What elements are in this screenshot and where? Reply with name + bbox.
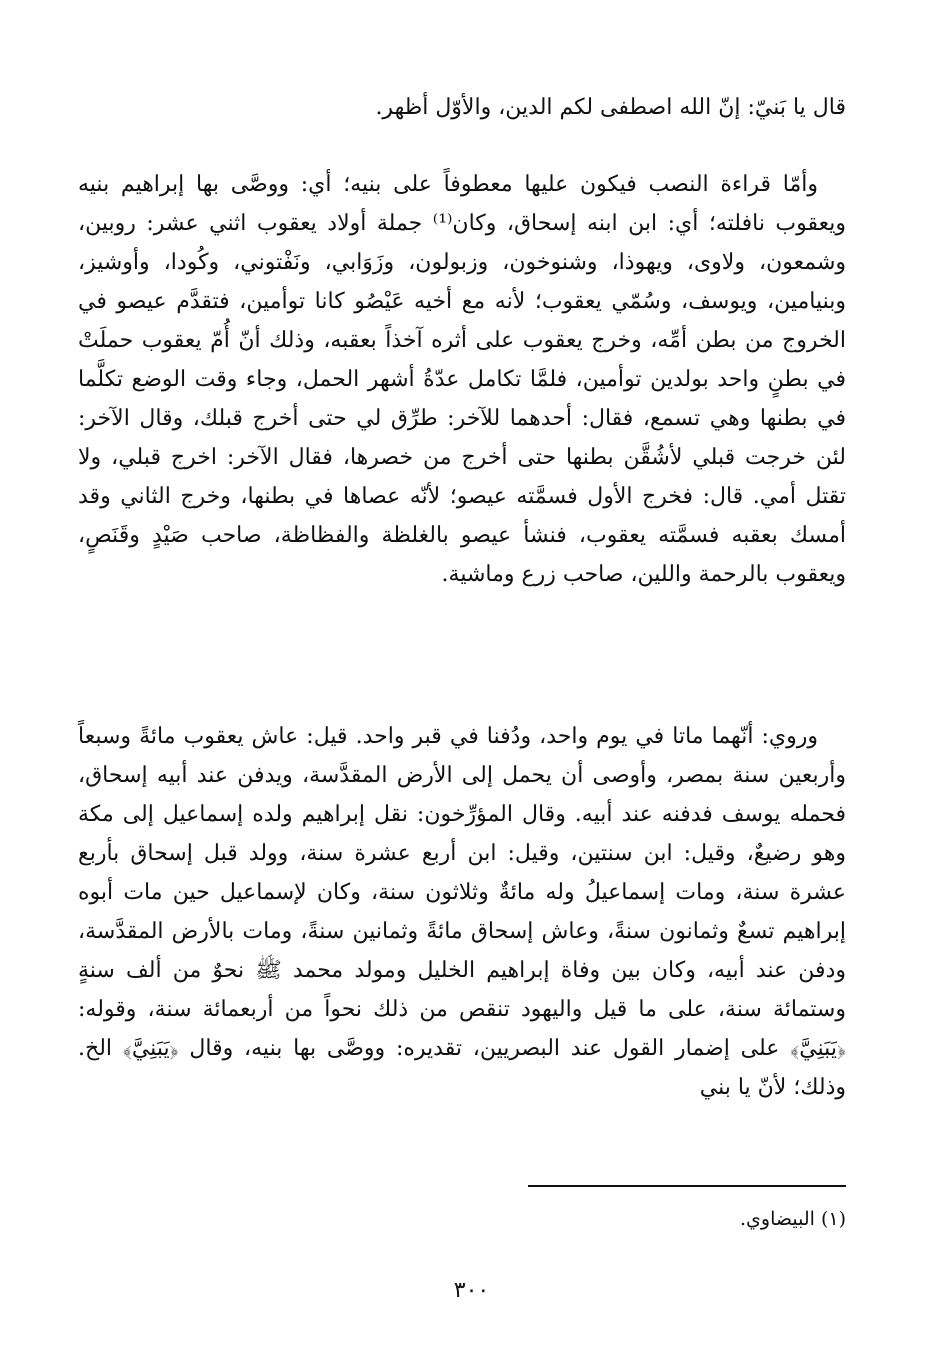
body-paragraph-3: [78, 717, 846, 1107]
footnote: (١) البيضاوي.: [740, 1208, 846, 1230]
paragraph-text: وروي: أنّهما ماتا في يوم واحد، ودُفنا في قبر واحد. قيل: عاش يعقوب مائةً وسبعاً وأربعين سنة بمصر، وأوصى أن يحمل إلى الأرض المقدَّسة، ويدفن عند أبيه إسحاق، فحمله يوسف فدفنه عند أبيه. وقال المؤرِّخون: نقل إبراهيم ولده إسماعيل إلى مكة وهو رضيعٌ، وقيل: ابن سنتين، وقيل: ابن أربع عشرة سنة، وولد قبل إسحاق بأربع عشرة سنة، ومات إسماعيلُ وله مائةٌ وثلاثون سنة، وكان لإسماعيل حين مات أبوه إبراهيم تسعٌ وثمانون سنةً، وعاش إسحاق مائةً وثمانين سنةً، ومات بالأرض المقدَّسة، ودفن عند أبيه، وكان بين وفاة إبراهيم الخليل ومولد محمد ﷺ نحوٌ من ألف سنةٍ وستمائة سنة، على ما قيل واليهود تنقص من ذلك نحواً من أربعمائة سنة، وقوله: ﴿يَبَنِيَّ﴾ على إضمار القول عند البصريين، تقديره: ووصَّى بها بنيه، وقال ﴿يَبَنِيَّ﴾ الخ. وذلك؛ لأنّ يا بني: [78, 724, 846, 1100]
body-paragraph-2: [78, 165, 846, 594]
footnote-separator: [528, 1185, 846, 1187]
paragraph-text: وأمّا قراءة النصب فيكون عليها معطوفاً على بنيه؛ أي: ووصَّى بها إبراهيم بنيه ويعقوب نافلته؛ أي: ابن ابنه إسحاق، وكان⁽¹⁾ جملة أولاد يعقوب اثني عشر: روبين، وشمعون، ولاوى، ويهوذا، وشنوخون، وزبولون، وزَوَابي، ونَفْتوني، وكُودا، وأوشيز، وبنيامين، ويوسف، وسُمّي يعقوب؛ لأنه مع أخيه عَيْصُو كانا توأمين، فتقدَّم عيصو في الخروج من بطن أمِّه، وخرج يعقوب على أثره آخذاً بعقبه، وذلك أنّ أُمّ يعقوب حملَتْ في بطنٍ واحد بولدين توأمين، فلمَّا تكامل عدّةُ أشهر الحمل، وجاء وقت الوضع تكلَّما في بطنها وهي تسمع، فقال: أحدهما للآخر: طرِّق لي حتى أخرج قبلك، وقال الآخر: لئن خرجت قبلي لأشُقَّن بطنها حتى أخرج من خصرها، فقال الآخر: اخرج قبلي، ولا تقتل أمي. قال: فخرج الأول فسمَّته عيصو؛ لأنّه عصاها في بطنها، وخرج الثاني وقد أمسك بعقبه فسمَّته يعقوب، فنشأ عيصو بالغلظة والفظاظة، صاحب صَيْدٍ وقَنَصٍ، ويعقوب بالرحمة واللين، صاحب زرع وماشية.: [78, 172, 847, 587]
body-paragraph-1: [78, 88, 846, 127]
page-number: ٣٠٠: [453, 1278, 490, 1303]
paragraph-text: قال يا بَنيّ: إنّ الله اصطفى لكم الدين، والأوّل أظهر.: [375, 95, 846, 120]
